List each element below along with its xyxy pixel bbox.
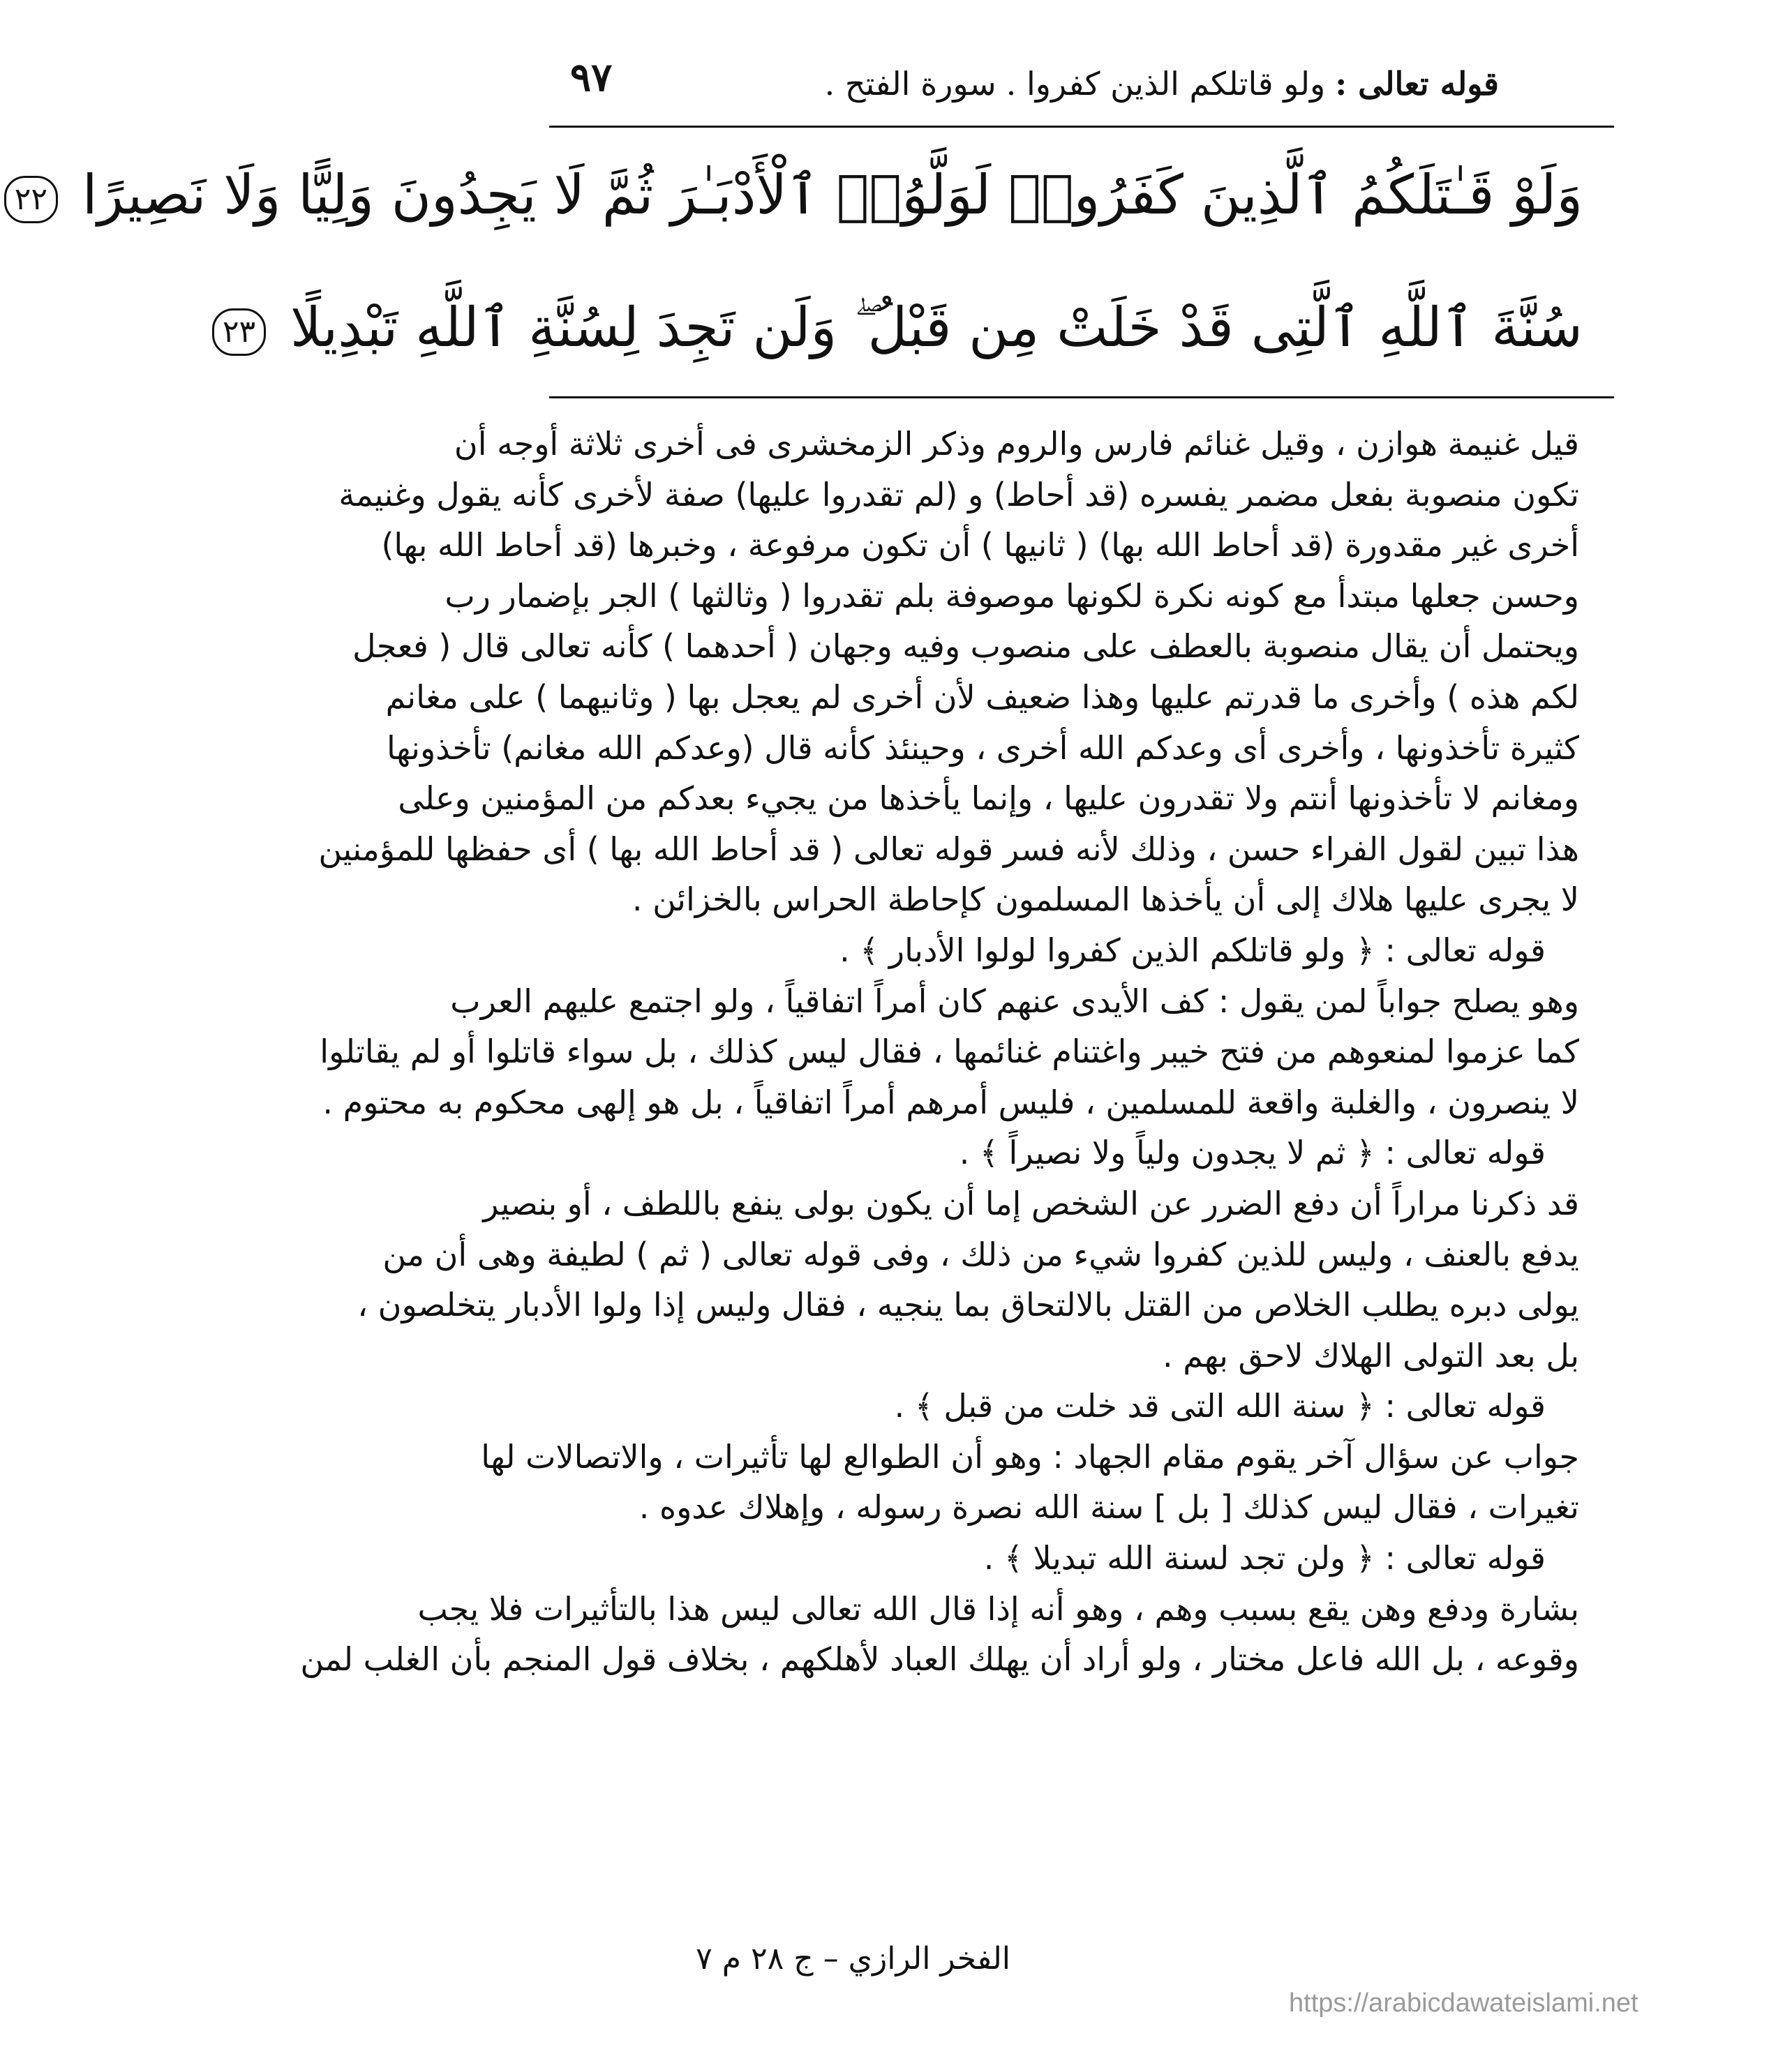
text-line: هذا تبين لقول الفراء حسن ، وذلك لأنه فسر قوله تعالى ( قد أحاط الله بها ) أى حفظها للمؤمنين: [318, 830, 1579, 868]
ayah-number-mark: ٢٢: [4, 176, 58, 223]
verse-1-text: وَلَوْ قَـٰتَلَكُمُ ٱلَّذِينَ كَفَرُوا۟ لَوَلَّوُا۟ ٱلْأَدْبَـٰرَ ثُمَّ لَا يَجِدُونَ وَلِيًّا وَلَا نَصِيرًا: [82, 164, 1583, 227]
text-line: أخرى غير مقدورة (قد أحاط الله بها) ( ثانيها ) أن تكون مرفوعة ، وخبرها (قد أحاط الله بها): [381, 526, 1579, 564]
text-line: لكم هذه ) وأخرى ما قدرتم عليها وهذا ضعيف لأن أخرى لم يعجل بها ( وثانيهما ) على مغانم: [385, 677, 1579, 716]
quran-verse-2: [222, 286, 1583, 370]
text-line: وهو يصلح جواباً لمن يقول : كف الأيدى عنهم كان أمراً اتفاقياً ، ولو اجتمع عليهم العرب: [450, 982, 1579, 1020]
text-line: جواب عن سؤال آخر يقوم مقام الجهاد : وهو أن الطوالع لها تأثيرات ، والاتصالات لها: [481, 1437, 1579, 1476]
text-line: لا يجرى عليها هلاك إلى أن يأخذها المسلمون كإحاطة الحراس بالخزائن .: [632, 880, 1579, 919]
watermark-url: https://arabicdawateislami.net: [1289, 1988, 1638, 2018]
text-line: بل بعد التولى الهلاك لاحق بهم .: [1163, 1336, 1579, 1374]
section-heading: قوله تعالى : ﴿ ولو قاتلكم الذين كفروا لولوا الأدبار ﴾ .: [839, 931, 1546, 969]
book-page: [14, 0, 1792, 2061]
text-line: ويحتمل أن يقال منصوبة بالعطف على منصوب وفيه وجهان ( أحدهما ) كأنه تعالى قال ( فعجل: [352, 627, 1579, 666]
text-line: وقوعه ، بل الله فاعل مختار ، ولو أراد أن يهلك العباد لأهلكهم ، بخلاف قول المنجم بأن الغلب لمن: [300, 1640, 1579, 1679]
section-heading: قوله تعالى : ﴿ ثم لا يجدون ولياً ولا نصيراً ﴾ .: [959, 1134, 1546, 1172]
running-header: [549, 49, 1499, 119]
verse-2-text: سُنَّةَ ٱللَّهِ ٱلَّتِى قَدْ خَلَتْ مِن قَبْلُ ۖ وَلَن تَجِدَ لِسُنَّةِ ٱللَّهِ تَبْدِيلًا: [290, 297, 1583, 359]
text-line: يدفع بالعنف ، وليس للذين كفروا شيء من ذلك ، وفى قوله تعالى ( ثم ) لطيفة وهى أن من: [382, 1235, 1579, 1273]
text-line: كثيرة تأخذونها ، وأخرى أى وعدكم الله أخرى ، وحينئذ كأنه قال (وعدكم الله مغانم) تأخذونها: [386, 728, 1579, 767]
section-heading: قوله تعالى : ﴿ ولن تجد لسنة الله تبديلا ﴾ .: [983, 1539, 1546, 1577]
page-number: ٩٧: [570, 54, 613, 100]
header-divider: [549, 126, 1614, 128]
commentary-text: [300, 419, 1579, 1685]
text-line: قد ذكرنا مراراً أن دفع الضرر عن الشخص إما أن يكون بولى ينفع باللطف ، أو بنصير: [483, 1184, 1579, 1222]
header-label: قوله تعالى :: [1335, 65, 1499, 103]
text-line: ومغانم لا تأخذونها أنتم ولا تقدرون عليها ، وإنما يأخذها من يجيء بعدكم من المؤمنين وعلى: [398, 779, 1579, 818]
text-line: وحسن جعلها مبتدأ مع كونه نكرة لكونها موصوفة بلم تقدروا ( وثالثها ) الجر بإضمار رب: [445, 576, 1579, 615]
signature-line: الفخر الرازي – ج ٢٨ م ٧: [696, 1941, 1010, 1977]
text-line: لا ينصرون ، والغلبة واقعة للمسلمين ، فليس أمرهم أمراً اتفاقياً ، بل هو إلهى محكوم به محتوم .: [322, 1083, 1579, 1121]
ayah-number-mark: ٢٣: [212, 308, 266, 356]
verse-divider: [549, 396, 1614, 398]
text-line: تكون منصوبة بفعل مضمر يفسره (قد أحاط) و (لم تقدروا عليها) صفة لأخرى كأنه يقول وغنيمة: [338, 475, 1579, 514]
text-line: قيل غنيمة هوازن ، وقيل غنائم فارس والروم وذكر الزمخشرى فى أخرى ثلاثة أوجه أن: [454, 425, 1579, 463]
text-line: تغيرات ، فقال ليس كذلك [ بل ] سنة الله نصرة رسوله ، وإهلاك عدوه .: [639, 1488, 1579, 1527]
header-verse-title: ولو قاتلكم الذين كفروا .: [1006, 65, 1326, 103]
text-line: كما عزموا لمنعوهم من فتح خيبر واغتنام غنائمها ، فقال ليس كذلك ، بل سواء قاتلوا أو لم يقاتلوا: [320, 1033, 1579, 1071]
section-heading: قوله تعالى : ﴿ سنة الله التى قد خلت من قبل ﴾ .: [894, 1387, 1546, 1425]
quran-verse-1: [14, 153, 1583, 237]
header-surah-name: سورة الفتح .: [824, 65, 996, 103]
text-line: بشارة ودفع وهن يقع بسبب وهم ، وهو أنه إذا قال الله تعالى ليس هذا بالتأثيرات فلا يجب: [417, 1589, 1579, 1628]
text-line: يولى دبره يطلب الخلاص من القتل بالالتحاق بما ينجيه ، فقال وليس إذا ولوا الأدبار يتخلصون ،: [357, 1286, 1579, 1324]
